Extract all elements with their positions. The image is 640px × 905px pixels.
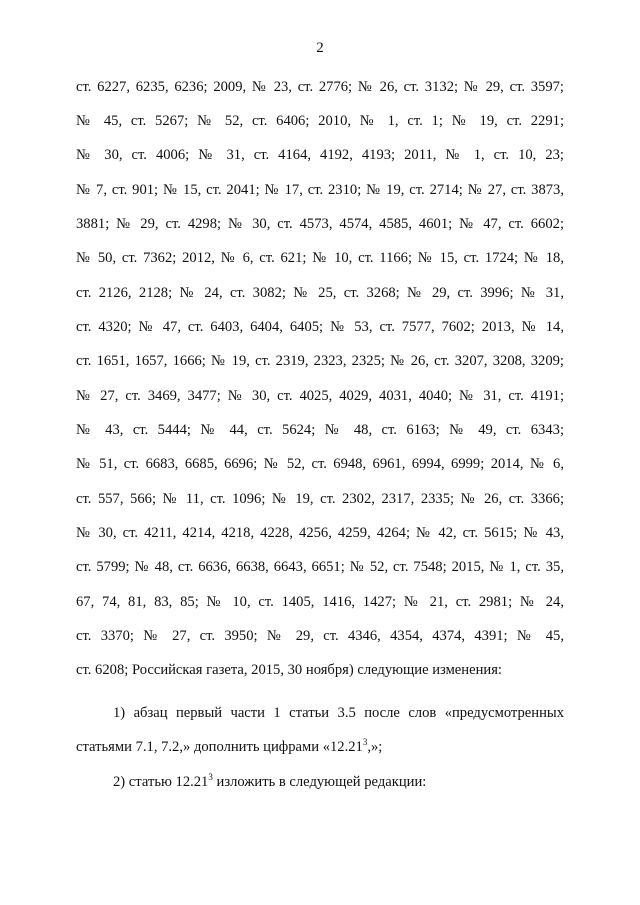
text-line: ст. 6208; Российская газета, 2015, 30 ноября) следующие изменения: xyxy=(76,662,502,678)
text-line: № 45, ст. 5267; № 52, ст. 6406; 2010, № 1, ст. 1; № 19, ст. 2291; xyxy=(76,113,564,129)
text-line: № 30, ст. 4006; № 31, ст. 4164, 4192, 4193; 2011, № 1, ст. 10, 23; xyxy=(76,147,564,163)
text-line: ст. 3370; № 27, ст. 3950; № 29, ст. 4346, 4354, 4374, 4391; № 45, xyxy=(76,628,564,644)
text-line: № 7, ст. 901; № 15, ст. 2041; № 17, ст. 2310; № 19, ст. 2714; № 27, ст. 3873, xyxy=(76,182,564,198)
page-number: 2 xyxy=(316,40,324,56)
text-line: № 27, ст. 3469, 3477; № 30, ст. 4025, 4029, 4031, 4040; № 31, ст. 4191; xyxy=(76,388,564,404)
text-line: 3881; № 29, ст. 4298; № 30, ст. 4573, 4574, 4585, 4601; № 47, ст. 6602; xyxy=(76,216,564,232)
text-line: ст. 2126, 2128; № 24, ст. 3082; № 25, ст. 3268; № 29, ст. 3996; № 31, xyxy=(76,285,564,301)
text-line: ст. 5799; № 48, ст. 6636, 6638, 6643, 6651; № 52, ст. 7548; 2015, № 1, ст. 35, xyxy=(76,559,564,575)
item-1-text-end: ,»; xyxy=(367,739,383,755)
text-line: № 43, ст. 5444; № 44, ст. 5624; № 48, ст. 6163; № 49, ст. 6343; xyxy=(76,422,564,438)
text-line: № 50, ст. 7362; 2012, № 6, ст. 621; № 10, ст. 1166; № 15, ст. 1724; № 18, xyxy=(76,250,564,266)
superscript: 3 xyxy=(362,737,368,747)
text-line: 67, 74, 81, 83, 85; № 10, ст. 1405, 1416, 1427; № 21, ст. 2981; № 24, xyxy=(76,594,564,610)
text-line: ст. 557, 566; № 11, ст. 1096; № 19, ст. 2302, 2317, 2335; № 26, ст. 3366; xyxy=(76,491,564,507)
text-line: № 30, ст. 4211, 4214, 4218, 4228, 4256, 4259, 4264; № 42, ст. 5615; № 43, xyxy=(76,525,564,541)
text-line: ст. 6227, 6235, 6236; 2009, № 23, ст. 2776; № 26, ст. 3132; № 29, ст. 3597; xyxy=(76,79,564,95)
item-2 xyxy=(113,772,564,792)
item-2-text-end: изложить в следующей редакции: xyxy=(212,774,427,790)
text-line: № 51, ст. 6683, 6685, 6696; № 52, ст. 6948, 6961, 6994, 6999; 2014, № 6, xyxy=(76,456,564,472)
superscript: 3 xyxy=(208,772,213,782)
text-line: ст. 1651, 1657, 1666; № 19, ст. 2319, 2323, 2325; № 26, ст. 3207, 3208, 3209; xyxy=(76,353,564,369)
item-2-text: 2) статью 12.21 xyxy=(113,774,209,790)
item-1-line-2 xyxy=(76,737,564,757)
text-line: ст. 4320; № 47, ст. 6403, 6404, 6405; № 53, ст. 7577, 7602; 2013, № 14, xyxy=(76,319,564,335)
item-1-line-1: 1) абзац первый части 1 статьи 3.5 после слов «предусмотренных xyxy=(113,705,564,721)
item-1-text: статьями 7.1, 7.2,» дополнить цифрами «12.21 xyxy=(76,739,363,755)
